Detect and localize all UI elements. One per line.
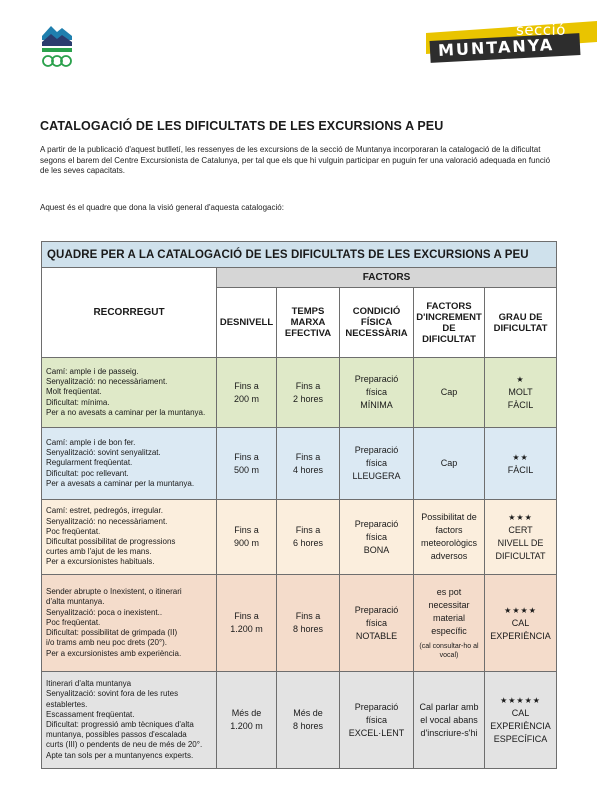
grau-cell (485, 672, 557, 769)
cell-line: CERT (508, 525, 533, 535)
cell-line: Preparació (354, 374, 399, 384)
temps-cell (277, 358, 340, 428)
desnivell-cell (217, 428, 277, 500)
cell-line: Preparació (354, 701, 399, 712)
cell-line: d'alta muntanya. (46, 597, 105, 607)
cell-line: CAL (511, 617, 530, 628)
cell-line: Fins a (234, 525, 259, 535)
cell-line: Per a no avesats a caminar per la muntanya. (46, 407, 206, 417)
factors-cell (414, 575, 485, 672)
cell-line: Regularment freqüentat. (46, 458, 133, 468)
cell-line: Per a avesats a caminar per la muntanya. (46, 478, 195, 488)
cell-line: Escassament freqüentat. (46, 709, 135, 719)
cell-line: Senyalització: poca o inexistent.. (46, 607, 163, 617)
table-row (42, 672, 557, 769)
grau-cell (485, 358, 557, 428)
factors-note: (cal consultar-ho al vocal) (419, 643, 479, 659)
cell-line: MOLT (508, 387, 533, 397)
cell-line: Més de (231, 708, 262, 718)
desnivell-cell (217, 500, 277, 575)
cell-line: 2 hores (292, 393, 324, 404)
cell-line: Apte tan sols per a muntanyencs experts. (46, 750, 194, 760)
grau-cell (485, 500, 557, 575)
cell-line: FÀCIL (507, 464, 534, 475)
cell-line: NOTABLE (355, 630, 398, 641)
factors-text: Cap (440, 387, 458, 397)
cell-line: Dificultat: progressió amb tècniques d'alta (46, 720, 194, 729)
factors-text: Cal parlar amb el vocal abans d'inscriure-s'hi (419, 701, 479, 738)
cell-line: EXPERIÈNCIA (490, 721, 551, 731)
cell-line: 8 hores (292, 624, 324, 634)
intro-sentence: Aquest és el quadre que dona la visió general d'aquesta catalogació: (40, 203, 284, 212)
cell-line: Preparació (354, 445, 399, 455)
cell-line: 1.200 m (230, 721, 263, 731)
cell-line: LLEUGERA (352, 471, 401, 481)
cell-line: 4 hores (292, 464, 324, 475)
cell-line: Per a excursionistes habituals. (46, 557, 155, 567)
cell-line: 8 hores (292, 721, 324, 731)
cell-line: Fins a (234, 380, 259, 391)
factors-cell (414, 428, 485, 500)
cell-line: Poc freqüentat. (46, 617, 101, 627)
cell-line: Camí: ample i de bon fer. (46, 437, 136, 447)
factors-text: Cap (440, 458, 458, 468)
banner-seccio: secció (516, 21, 566, 39)
column-header: GRAU DE DIFICULTAT (485, 288, 557, 358)
cell-line: NIVELL DE (497, 538, 544, 548)
cell-line: CAL (511, 708, 530, 718)
temps-cell (277, 428, 340, 500)
cell-line: FÀCIL (507, 400, 534, 410)
recorregut-cell (42, 575, 217, 672)
grau-cell (485, 575, 557, 672)
recorregut-cell (42, 358, 217, 428)
cell-line: Més de (293, 708, 323, 718)
factors-cell (414, 500, 485, 575)
intro-paragraph: A partir de la publicació d'aquest butlletí, les ressenyes de les excursions de la secció de Muntanya incorporaran la catalogació de la dificultat segons el barem del Centre Excursionista de Catalunya, per tal que els que hi vulguin participar en puguin fer una valoració adequada en funció de les seves capacitats. (40, 145, 551, 176)
table-row (42, 500, 557, 575)
cec-logo (40, 22, 74, 68)
cell-line: 6 hores (292, 538, 324, 548)
cell-line: Senyalització: sovint fora de les rutes (46, 689, 179, 699)
cell-line: física (365, 714, 387, 725)
cell-line: Sender abrupte o Inexistent, o itinerari (46, 587, 182, 597)
table-row (42, 428, 557, 500)
grau-cell (485, 428, 557, 500)
cell-line: física (365, 458, 387, 468)
page-title: CATALOGACIÓ DE LES DIFICULTATS DE LES EXCURSIONS A PEU (40, 119, 444, 133)
cell-line: BONA (363, 544, 390, 555)
cell-line: Itinerari d'alta muntanya (46, 679, 132, 689)
cell-line: muntanya, possibles passos d'escalada (46, 730, 187, 740)
section-banner (426, 21, 597, 61)
condicio-cell (340, 500, 414, 575)
cell-line: 200 m (233, 393, 259, 404)
cell-line: física (365, 531, 387, 542)
cell-line: DIFICULTAT (495, 551, 546, 561)
cell-line: Dificultat: possibilitat de grimpada (II) (46, 628, 178, 638)
desnivell-cell (217, 672, 277, 769)
temps-cell (277, 500, 340, 575)
cell-line: EXCEL·LENT (348, 727, 405, 738)
factors-cell (414, 672, 485, 769)
table-title: QUADRE PER A LA CATALOGACIÓ DE LES DIFICULTATS DE LES EXCURSIONS A PEU (42, 242, 557, 268)
column-header: DESNIVELL (217, 288, 277, 358)
cell-line: Fins a (234, 451, 259, 462)
desnivell-cell (217, 358, 277, 428)
cell-line: Preparació (354, 518, 399, 529)
factors-text: es pot necessitar material específic (428, 587, 470, 636)
recorregut-cell (42, 500, 217, 575)
table-row (42, 575, 557, 672)
cell-line: establertes. (46, 699, 88, 709)
difficulty-table (41, 241, 557, 769)
cell-line: 500 m (233, 464, 259, 475)
star-icon: ★★★★ (504, 605, 537, 615)
star-icon: ★★★★★ (500, 696, 541, 705)
recorregut-header: RECORREGUT (42, 268, 217, 358)
cell-line: Dificultat: mínima. (46, 397, 110, 407)
star-icon: ★★ (512, 452, 529, 462)
cell-line: Fins a (295, 611, 321, 621)
column-header: FACTORS D'INCREMENT DE DIFICULTAT (414, 288, 485, 358)
desnivell-cell (217, 575, 277, 672)
table-row (42, 358, 557, 428)
cell-line: curtes amb l'ajut de les mans. (46, 547, 152, 557)
recorregut-cell (42, 672, 217, 769)
banner-muntanya: MUNTANYA (437, 34, 555, 61)
cell-line: Poc freqüentat. (46, 526, 101, 536)
cell-line: física (365, 617, 387, 628)
column-header: TEMPS MARXA EFECTIVA (277, 288, 340, 358)
column-header: CONDICIÓ FÍSICA NECESSÀRIA (340, 288, 414, 358)
condicio-cell (340, 358, 414, 428)
cell-line: Senyalització: no necessàriament. (46, 377, 168, 387)
star-icon: ★ (516, 375, 525, 384)
cell-line: ESPECÍFICA (493, 734, 548, 744)
temps-cell (277, 575, 340, 672)
cell-line: Camí: estret, pedregós, irregular. (46, 506, 163, 516)
cell-line: MÍNIMA (360, 400, 393, 410)
cell-line: Fins a (234, 611, 259, 621)
condicio-cell (340, 575, 414, 672)
condicio-cell (340, 428, 414, 500)
cell-line: Fins a (295, 525, 321, 535)
temps-cell (277, 672, 340, 769)
cell-line: 900 m (233, 538, 259, 548)
condicio-cell (340, 672, 414, 769)
recorregut-cell (42, 428, 217, 500)
cell-line: Fins a (295, 380, 321, 391)
cell-line: curts (III) o pendents de neu de més de 20°. (46, 740, 203, 750)
cell-line: i/o trams amb neu poc drets (20°). (46, 638, 168, 648)
cell-line: Fins a (295, 451, 321, 462)
cell-line: Molt freqüentat. (46, 387, 102, 397)
cell-line: Per a excursionistes amb experiència. (46, 648, 182, 658)
star-icon: ★★★ (508, 513, 533, 522)
cell-line: Preparació (354, 604, 399, 615)
cell-line: Senyalització: no necessàriament. (46, 516, 168, 526)
factors-header: FACTORS (217, 268, 557, 288)
cell-line: Dificultat possibilitat de progressions (46, 537, 176, 546)
cell-line: física (365, 387, 387, 397)
factors-text: Possibilitat de factors meteorològics adversos (420, 512, 478, 561)
cell-line: Senyalització: sovint senyalitzat. (46, 448, 161, 458)
cell-line: Dificultat: poc rellevant. (46, 468, 129, 478)
cell-line: EXPERIÈNCIA (490, 630, 551, 641)
factors-cell (414, 358, 485, 428)
cell-line: Camí: ample i de passeig. (46, 366, 139, 376)
cell-line: 1.200 m (230, 624, 263, 634)
